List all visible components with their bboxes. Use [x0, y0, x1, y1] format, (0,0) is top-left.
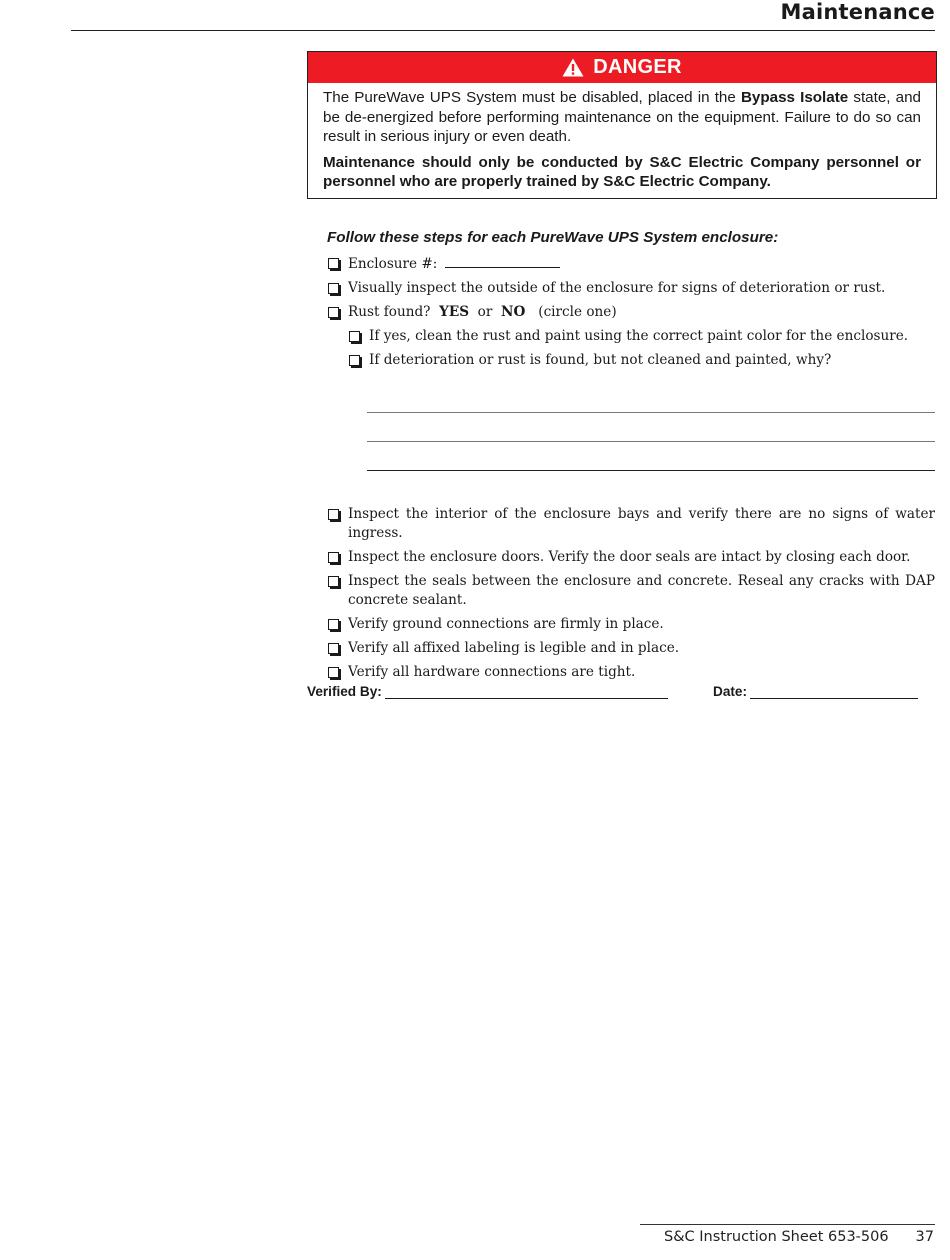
header-divider [71, 30, 935, 31]
verified-by-field[interactable] [385, 686, 668, 699]
rust-yes-option[interactable]: YES [439, 304, 470, 320]
explanation-line-3[interactable] [367, 470, 935, 471]
enclosure-number-field[interactable] [445, 254, 560, 268]
checkbox[interactable] [328, 667, 339, 678]
checkbox[interactable] [328, 552, 339, 563]
page-number: 37 [915, 1229, 934, 1245]
page-title: Maintenance [780, 0, 935, 24]
checklist-item-interior [327, 505, 935, 543]
checklist-item-rust [327, 303, 935, 322]
checkbox[interactable] [349, 355, 360, 366]
danger-paragraph-2: Maintenance should only be conducted by S&C Electric Company personnel or personnel who are properly trained by S&C Electric Company. [323, 153, 921, 190]
checklist-item-inspect-outside [327, 279, 935, 298]
rust-no-option[interactable]: NO [501, 304, 526, 320]
checklist-item-seals [327, 572, 935, 610]
checklist-bottom [327, 505, 935, 687]
danger-banner [308, 52, 936, 83]
checklist-item-text: Verify all hardware connections are tight. [348, 664, 636, 680]
checkbox[interactable] [328, 307, 339, 318]
footer-document-id: S&C Instruction Sheet 653-506 [664, 1229, 889, 1245]
checklist-item-ground [327, 615, 935, 634]
checklist-item-text: Visually inspect the outside of the enclosure for signs of deterioration or rust. [348, 280, 886, 296]
danger-body [308, 83, 936, 192]
checkbox[interactable] [349, 331, 360, 342]
rust-or-text: or [477, 304, 493, 320]
danger-paragraph-1 [323, 88, 921, 147]
checkbox[interactable] [328, 619, 339, 630]
bypass-isolate-term: Bypass Isolate [740, 89, 849, 106]
rust-label: Rust found? [348, 304, 431, 320]
danger-text-1a: The PureWave UPS System must be disabled, placed in the [323, 89, 741, 106]
checklist-item-text: Inspect the enclosure doors. Verify the door seals are intact by closing each door. [348, 549, 911, 565]
warning-triangle-icon [562, 58, 584, 77]
checklist-item-labeling [327, 639, 935, 658]
verified-by-label: Verified By: [307, 684, 382, 699]
checklist-item-text: Inspect the interior of the enclosure bays and verify there are no signs of water ingress. [348, 506, 935, 541]
danger-notice [307, 51, 937, 199]
checkbox[interactable] [328, 283, 339, 294]
date-field[interactable] [750, 686, 918, 699]
danger-text-1b: state, and be de-energized before performing maintenance on the equipment. Failure to do so can result in serious injury or even death. [323, 89, 921, 145]
explanation-line-2[interactable] [367, 441, 935, 442]
footer-divider [640, 1224, 935, 1225]
checkbox[interactable] [328, 509, 339, 520]
checklist-item-text: Verify all affixed labeling is legible and in place. [348, 640, 680, 656]
checklist-item-text: If deterioration or rust is found, but not cleaned and painted, why? [369, 352, 832, 368]
checkbox[interactable] [328, 643, 339, 654]
checklist-subitem-clean [348, 327, 935, 346]
date-label: Date: [713, 684, 747, 699]
danger-label: DANGER [593, 56, 682, 78]
steps-heading: Follow these steps for each PureWave UPS System enclosure: [327, 229, 779, 246]
checklist-item-enclosure [327, 254, 935, 274]
checklist-item-hardware [327, 663, 935, 682]
checklist-item-text: If yes, clean the rust and paint using the correct paint color for the enclosure. [369, 328, 909, 344]
enclosure-label: Enclosure #: [348, 256, 438, 272]
rust-circle-note: (circle one) [538, 304, 617, 320]
checklist-item-text: Verify ground connections are firmly in place. [348, 616, 664, 632]
checklist-top [327, 254, 935, 375]
checkbox[interactable] [328, 258, 339, 269]
explanation-line-1[interactable] [367, 412, 935, 413]
checklist-subitem-why [348, 351, 935, 370]
checklist-item-doors [327, 548, 935, 567]
checklist-item-text: Inspect the seals between the enclosure and concrete. Reseal any cracks with DAP concrete sealant. [348, 573, 935, 608]
checkbox[interactable] [328, 576, 339, 587]
